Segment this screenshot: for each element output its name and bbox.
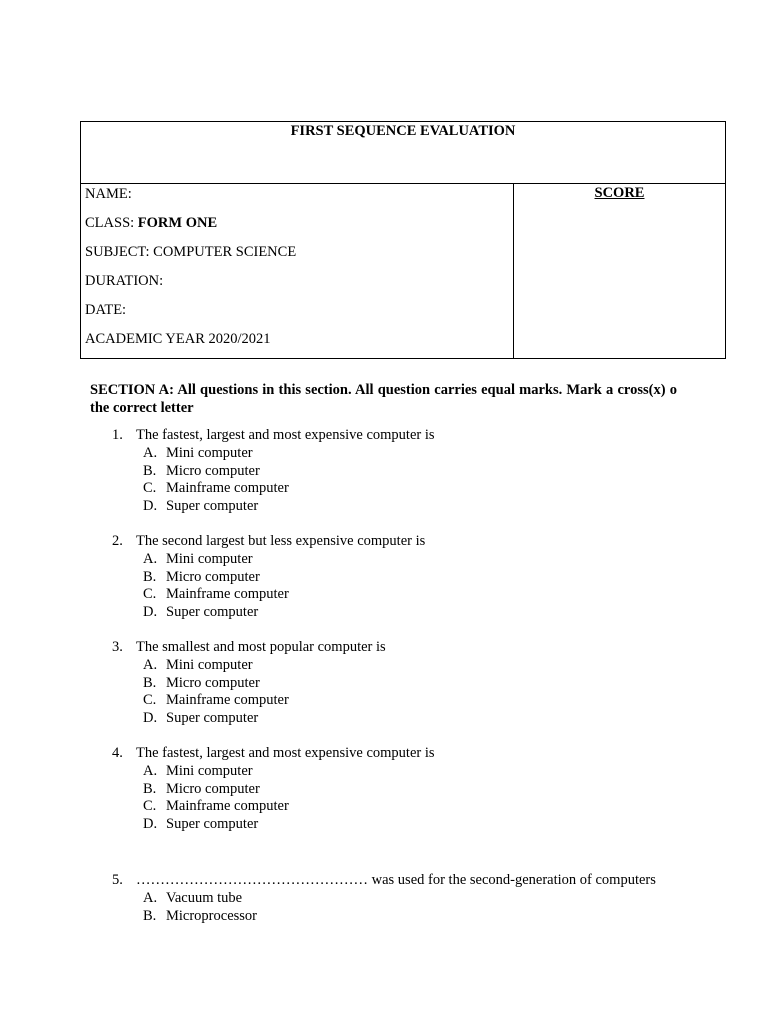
question-4 [112, 745, 712, 834]
question-text: The smallest and most popular computer is [136, 638, 386, 655]
header-table [80, 121, 726, 359]
question-number: 3. [112, 638, 123, 655]
option-a[interactable]: A. Mini computer [143, 444, 253, 461]
name-line: NAME: [85, 186, 132, 202]
section-a-instructions: SECTION A: All questions in this section. All question carries equal marks. Mark a cross(x) o the correct letter [90, 382, 677, 416]
class-label: CLASS: [85, 215, 138, 231]
option-a[interactable]: A. Mini computer [143, 550, 253, 567]
question-text: The fastest, largest and most expensive computer is [136, 427, 435, 443]
question-2 [112, 533, 712, 622]
option-d[interactable]: D. Super computer [143, 498, 259, 515]
option-c[interactable]: C. Mainframe computer [143, 692, 289, 709]
question-number: 1. [112, 427, 123, 443]
score-box [514, 184, 726, 359]
academic-year-line: ACADEMIC YEAR 2020/2021 [85, 331, 271, 347]
class-line [85, 213, 509, 242]
date-line: DATE: [85, 302, 127, 318]
option-a[interactable]: A. Mini computer [143, 656, 253, 673]
duration-line: DURATION: [85, 273, 164, 289]
question-number: 2. [112, 532, 123, 549]
option-a[interactable]: A. Mini computer [143, 762, 253, 779]
score-label: SCORE [594, 185, 645, 201]
question-text: The second largest but less expensive computer is [136, 532, 426, 549]
question-text: The fastest, largest and most expensive computer is [136, 744, 435, 761]
option-b[interactable]: B. Microprocessor [143, 907, 258, 924]
option-b[interactable]: B. Micro computer [143, 568, 260, 585]
question-number: 5. [112, 871, 123, 888]
question-1 [112, 427, 712, 516]
option-d[interactable]: D. Super computer [143, 604, 259, 621]
class-value: FORM ONE [137, 215, 218, 231]
option-d[interactable]: D. Super computer [143, 816, 259, 833]
option-c[interactable]: C. Mainframe computer [143, 798, 289, 815]
student-info [81, 184, 514, 359]
document-title: FIRST SEQUENCE EVALUATION [81, 122, 726, 184]
question-3 [112, 639, 712, 728]
question-5 [112, 872, 712, 925]
option-a[interactable]: A. Vacuum tube [143, 889, 243, 906]
option-c[interactable]: C. Mainframe computer [143, 586, 289, 603]
subject-line: SUBJECT: COMPUTER SCIENCE [85, 244, 297, 260]
question-list [112, 427, 712, 942]
question-text: ………………………………………… was used for the second-generation of computers [136, 871, 656, 888]
option-c[interactable]: C. Mainframe computer [143, 480, 289, 497]
option-d[interactable]: D. Super computer [143, 710, 259, 727]
option-b[interactable]: B. Micro computer [143, 674, 260, 691]
question-number: 4. [112, 744, 123, 761]
option-b[interactable]: B. Micro computer [143, 462, 260, 479]
option-b[interactable]: B. Micro computer [143, 780, 260, 797]
